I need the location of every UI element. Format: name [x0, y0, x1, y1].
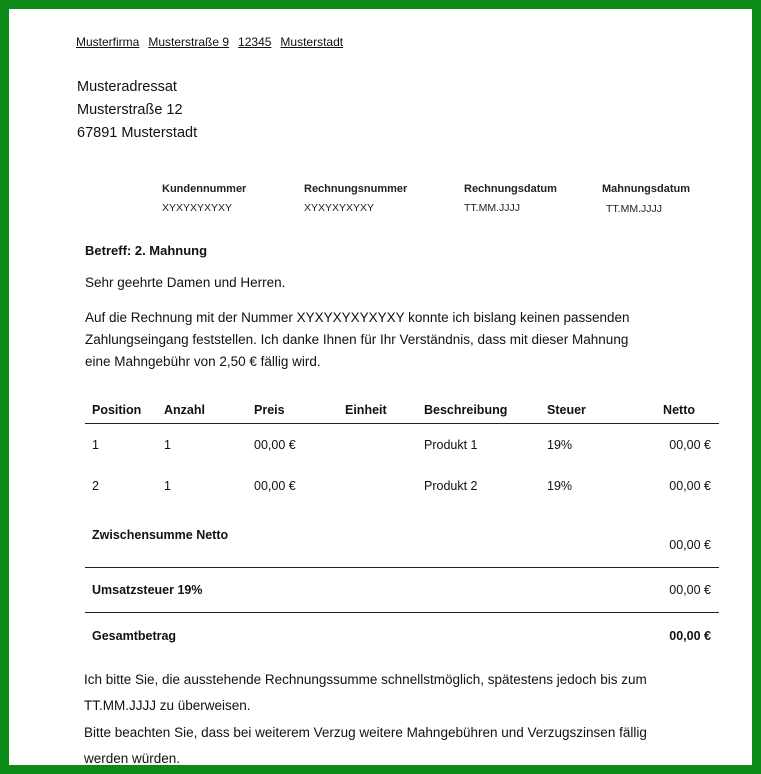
col-header-tax: Steuer	[547, 403, 586, 417]
meta-value-invoice-date: TT.MM.JJJJ	[464, 202, 520, 214]
meta-value-customer-number: XYXYXYXYXY	[162, 202, 233, 214]
cell-quantity: 1	[164, 438, 171, 452]
body-line-1: Auf die Rechnung mit der Nummer XYXYXYXYXYXY konnte ich bislang keinen passenden	[85, 310, 630, 325]
cell-tax: 19%	[547, 479, 573, 493]
cell-net: 00,00 €	[669, 438, 711, 452]
cell-price: 00,00 €	[254, 438, 296, 452]
sender-city: Musterstadt	[280, 35, 344, 49]
body-line-2: Zahlungseingang feststellen. Ich danke Ihnen für Ihr Verständnis, dass mit dieser Mahnung	[85, 332, 629, 347]
recipient-city: 67891 Musterstadt	[77, 125, 198, 141]
cell-tax: 19%	[547, 438, 573, 452]
sender-company: Musterfirma	[76, 35, 140, 49]
cell-position: 2	[92, 479, 99, 493]
meta-label-invoice-date: Rechnungsdatum	[464, 183, 557, 195]
sender-line	[76, 35, 352, 49]
cell-net: 00,00 €	[669, 479, 711, 493]
closing-line-3: Bitte beachten Sie, dass bei weiterem Verzug weitere Mahngebühren und Verzugszinsen fällig	[84, 725, 647, 740]
table-header-rule	[85, 423, 719, 424]
body-line-3: eine Mahngebühr von 2,50 € fällig wird.	[85, 354, 321, 369]
col-header-quantity: Anzahl	[164, 403, 205, 417]
closing-line-4: werden würden.	[84, 751, 181, 766]
vat-label: Umsatzsteuer 19%	[92, 583, 203, 597]
total-value: 00,00 €	[669, 629, 711, 643]
total-label: Gesamtbetrag	[92, 629, 177, 643]
col-header-net: Netto	[663, 403, 695, 417]
meta-value-reminder-date: TT.MM.JJJJ	[606, 203, 662, 215]
closing-line-1: Ich bitte Sie, die ausstehende Rechnungssumme schnellstmöglich, spätestens jedoch bis zum	[84, 672, 647, 687]
subtotal-rule	[85, 567, 719, 568]
col-header-description: Beschreibung	[424, 403, 508, 417]
subtotal-value: 00,00 €	[669, 538, 711, 552]
vat-value: 00,00 €	[669, 583, 711, 597]
recipient-name: Musteradressat	[77, 79, 177, 95]
cell-description: Produkt 2	[424, 479, 478, 493]
cell-quantity: 1	[164, 479, 171, 493]
vat-rule	[85, 612, 719, 613]
closing-line-2: TT.MM.JJJJ zu überweisen.	[84, 698, 251, 713]
recipient-street: Musterstraße 12	[77, 102, 183, 118]
cell-description: Produkt 1	[424, 438, 478, 452]
col-header-unit: Einheit	[345, 403, 387, 417]
sender-zip: 12345	[238, 35, 272, 49]
greeting: Sehr geehrte Damen und Herren.	[85, 275, 286, 290]
meta-label-customer-number: Kundennummer	[162, 183, 247, 195]
sender-street: Musterstraße 9	[148, 35, 230, 49]
col-header-position: Position	[92, 403, 142, 417]
col-header-price: Preis	[254, 403, 285, 417]
cell-price: 00,00 €	[254, 479, 296, 493]
cell-position: 1	[92, 438, 99, 452]
subject-line: Betreff: 2. Mahnung	[85, 243, 208, 258]
subtotal-label: Zwischensumme Netto	[92, 528, 229, 542]
meta-label-reminder-date: Mahnungsdatum	[602, 183, 690, 195]
meta-label-invoice-number: Rechnungsnummer	[304, 183, 408, 195]
meta-value-invoice-number: XYXYXYXYXY	[304, 202, 375, 214]
